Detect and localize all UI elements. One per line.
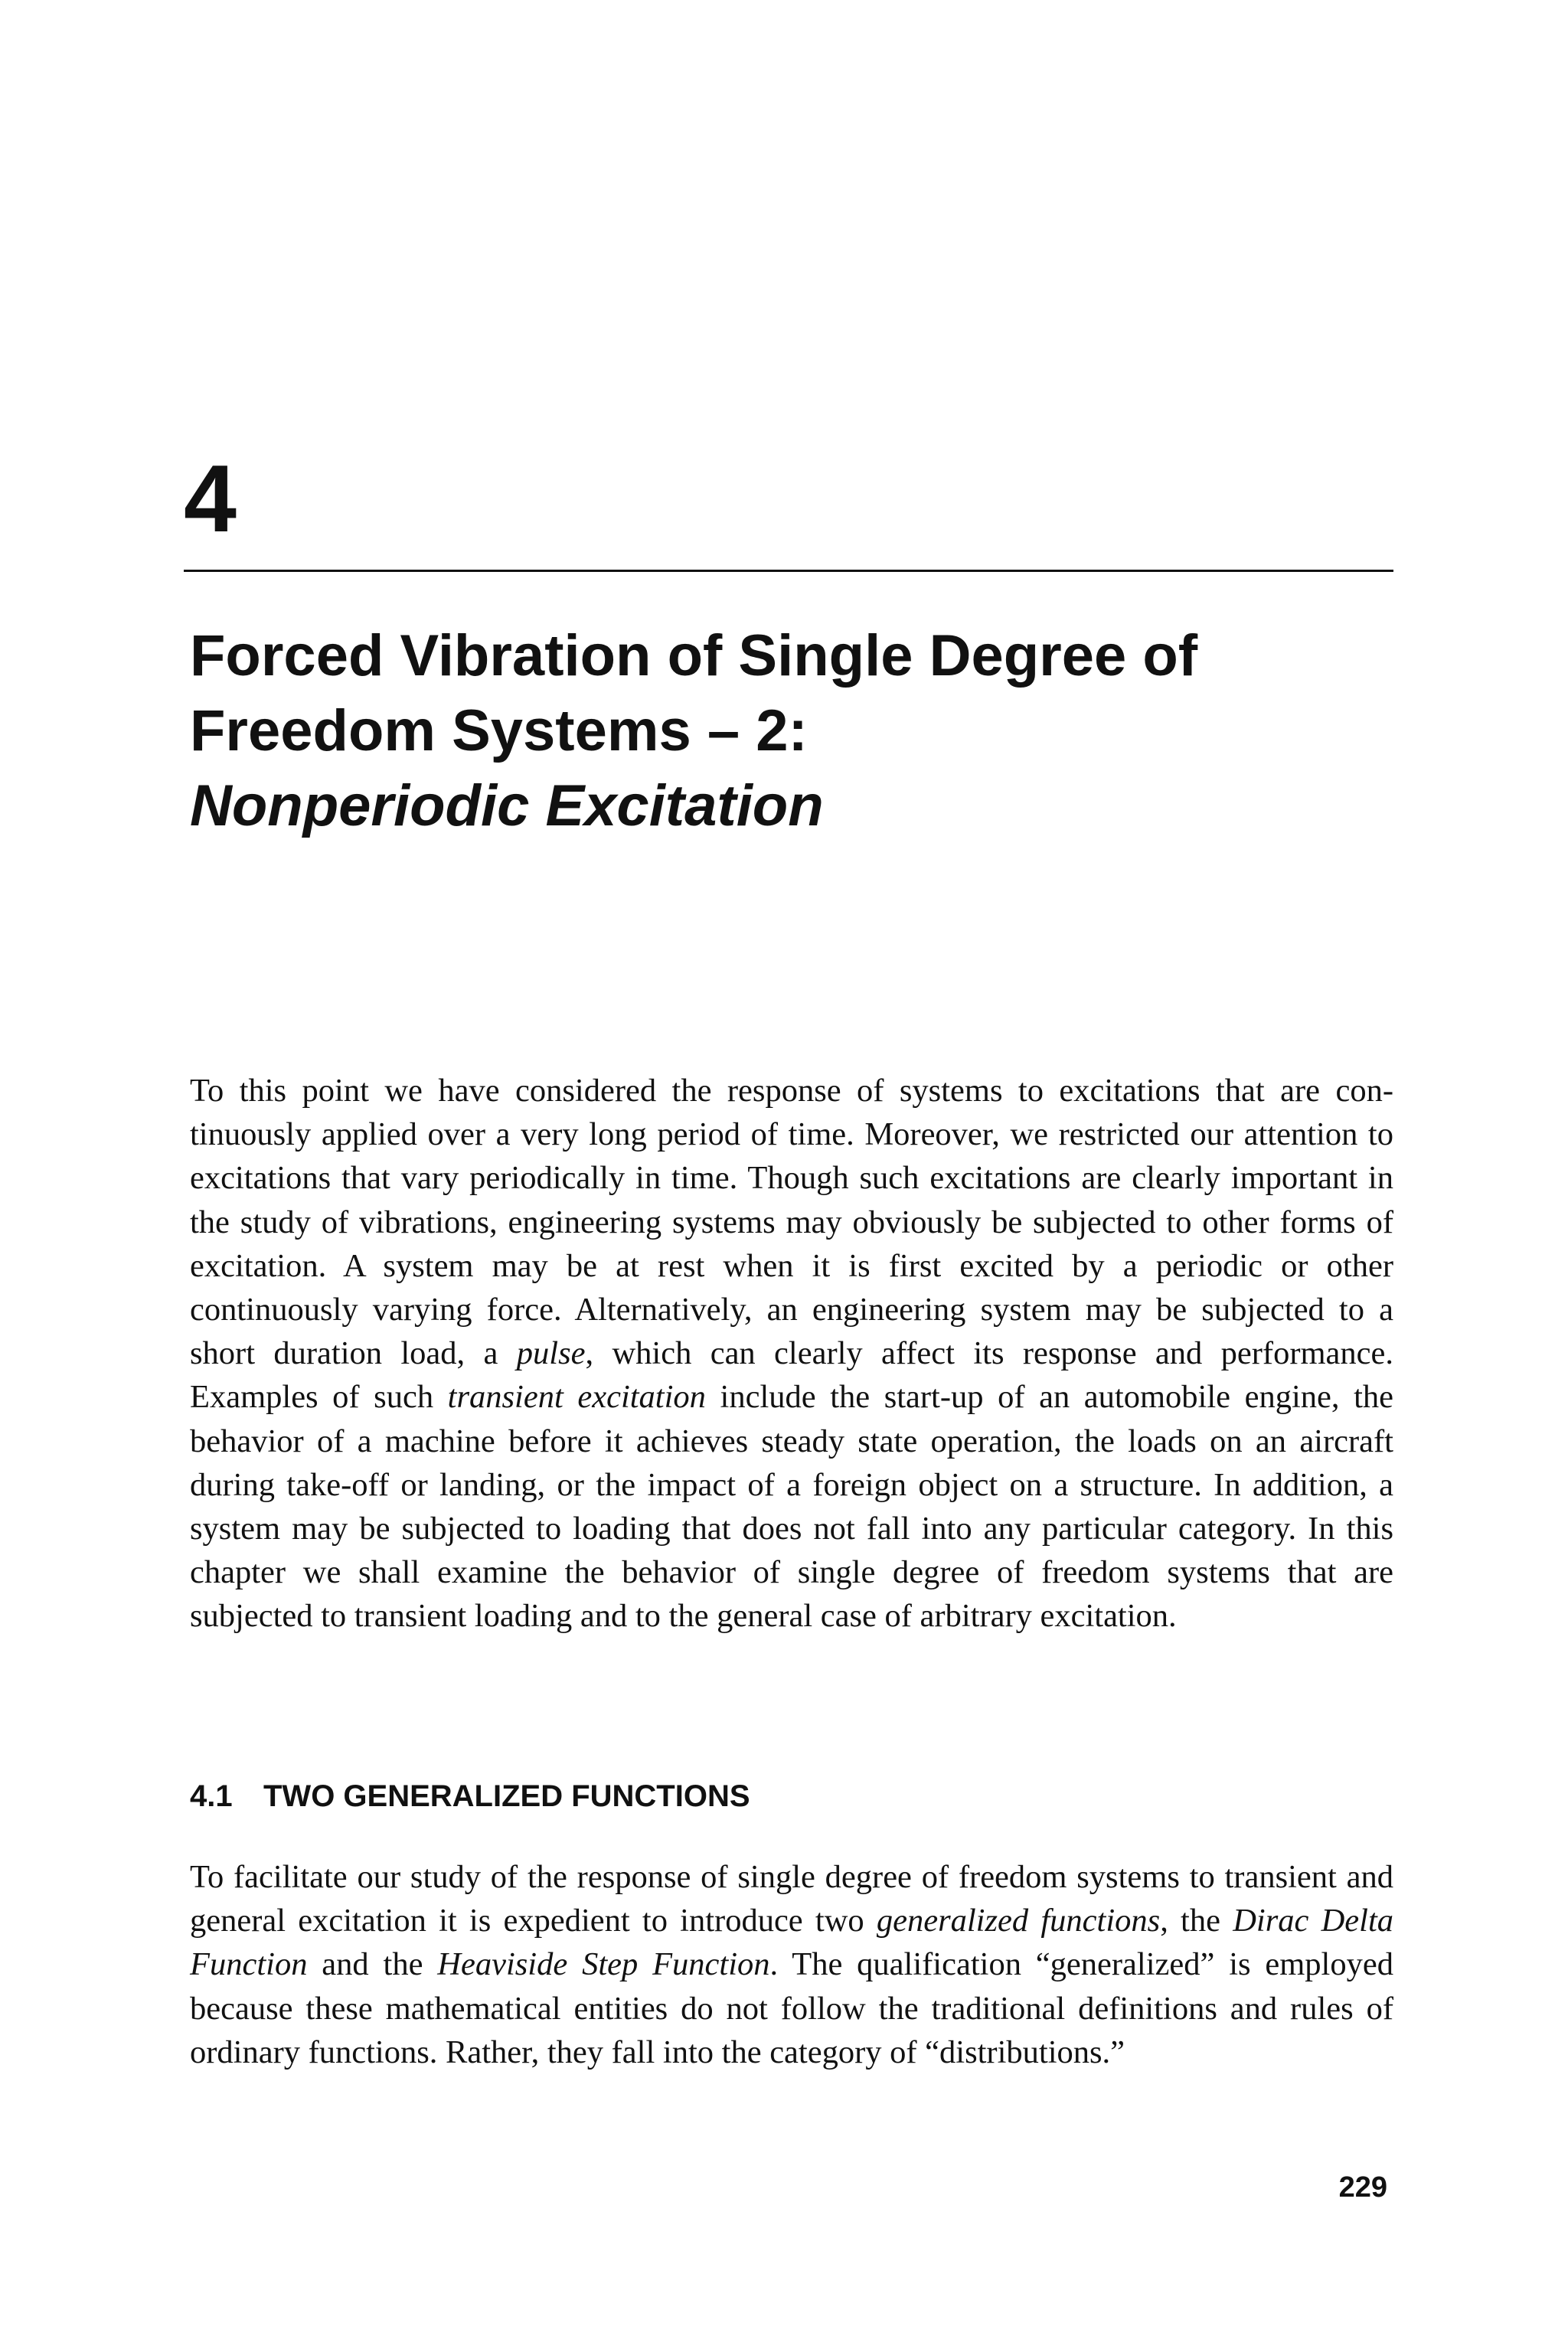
section-number: 4.1 [190, 1779, 233, 1813]
section-title: TWO GENERALIZED FUNCTIONS [263, 1779, 750, 1813]
section-heading [190, 1778, 750, 1815]
term-pulse: pulse [516, 1335, 586, 1372]
section-paragraph [190, 1855, 1393, 2074]
term-transient-excitation: transient excitation [447, 1379, 706, 1416]
section-text-d: . The qualification “generalized” is employed because these mathematical entities do not follow the traditional definitions and rules of ordinary functions. Rather, they fall into the category of “distributions.” [190, 1946, 1393, 2070]
intro-text-b: , which can clearly affect its response and performance. Examples of such [190, 1335, 1393, 1416]
chapter-number: 4 [184, 446, 237, 552]
chapter-subtitle: Nonperiodic Excitation [190, 773, 824, 838]
page-number: 229 [1338, 2171, 1387, 2204]
chapter-title-line-2: Freedom Systems – 2: [190, 698, 808, 763]
chapter-title-line-1: Forced Vibration of Single Degree of [190, 623, 1198, 688]
section-text-a: To facilitate our study of the response of single degree of freedom systems to transient and general excitation it is expedient to introduce two [190, 1859, 1393, 1939]
term-generalized-functions: generalized functions [876, 1903, 1161, 1939]
intro-text-c: include the start-up of an automobile engine, the behavior of a machine before it achieves steady state operation, the loads on an aircraft during take-off or landing, or the impact of a foreign object on a structure. In addition, a system may be subjected to loading that does not fall into any particular category. In this chapter we shall examine the behavior of single degree of freedom systems that are subjected to transient loading and to the general case of arbitrary excitation. [190, 1379, 1393, 1635]
chapter-divider [184, 570, 1393, 572]
section-text-c: and the [307, 1946, 438, 1983]
chapter-title [190, 619, 1384, 844]
term-heaviside-step-function: Heaviside Step Function [437, 1946, 770, 1983]
intro-paragraph [190, 1069, 1393, 1638]
term-dirac-delta-function: Dirac Delta Function [190, 1903, 1393, 1983]
section-text-b: , the [1160, 1903, 1233, 1939]
intro-text-a: To this point we have considered the response of systems to excitations that are continuously applied over a very long period of time. Moreover, we restricted our attention to excitations that vary periodically in time. Though such excitations are clearly important in the study of vibrations, engineering systems may obviously be subjected to other forms of excitation. A system may be at rest when it is first excited by a periodic or other continuously varying force. Alternatively, an engineering system may be subjected to a short duration load, a [190, 1073, 1393, 1372]
